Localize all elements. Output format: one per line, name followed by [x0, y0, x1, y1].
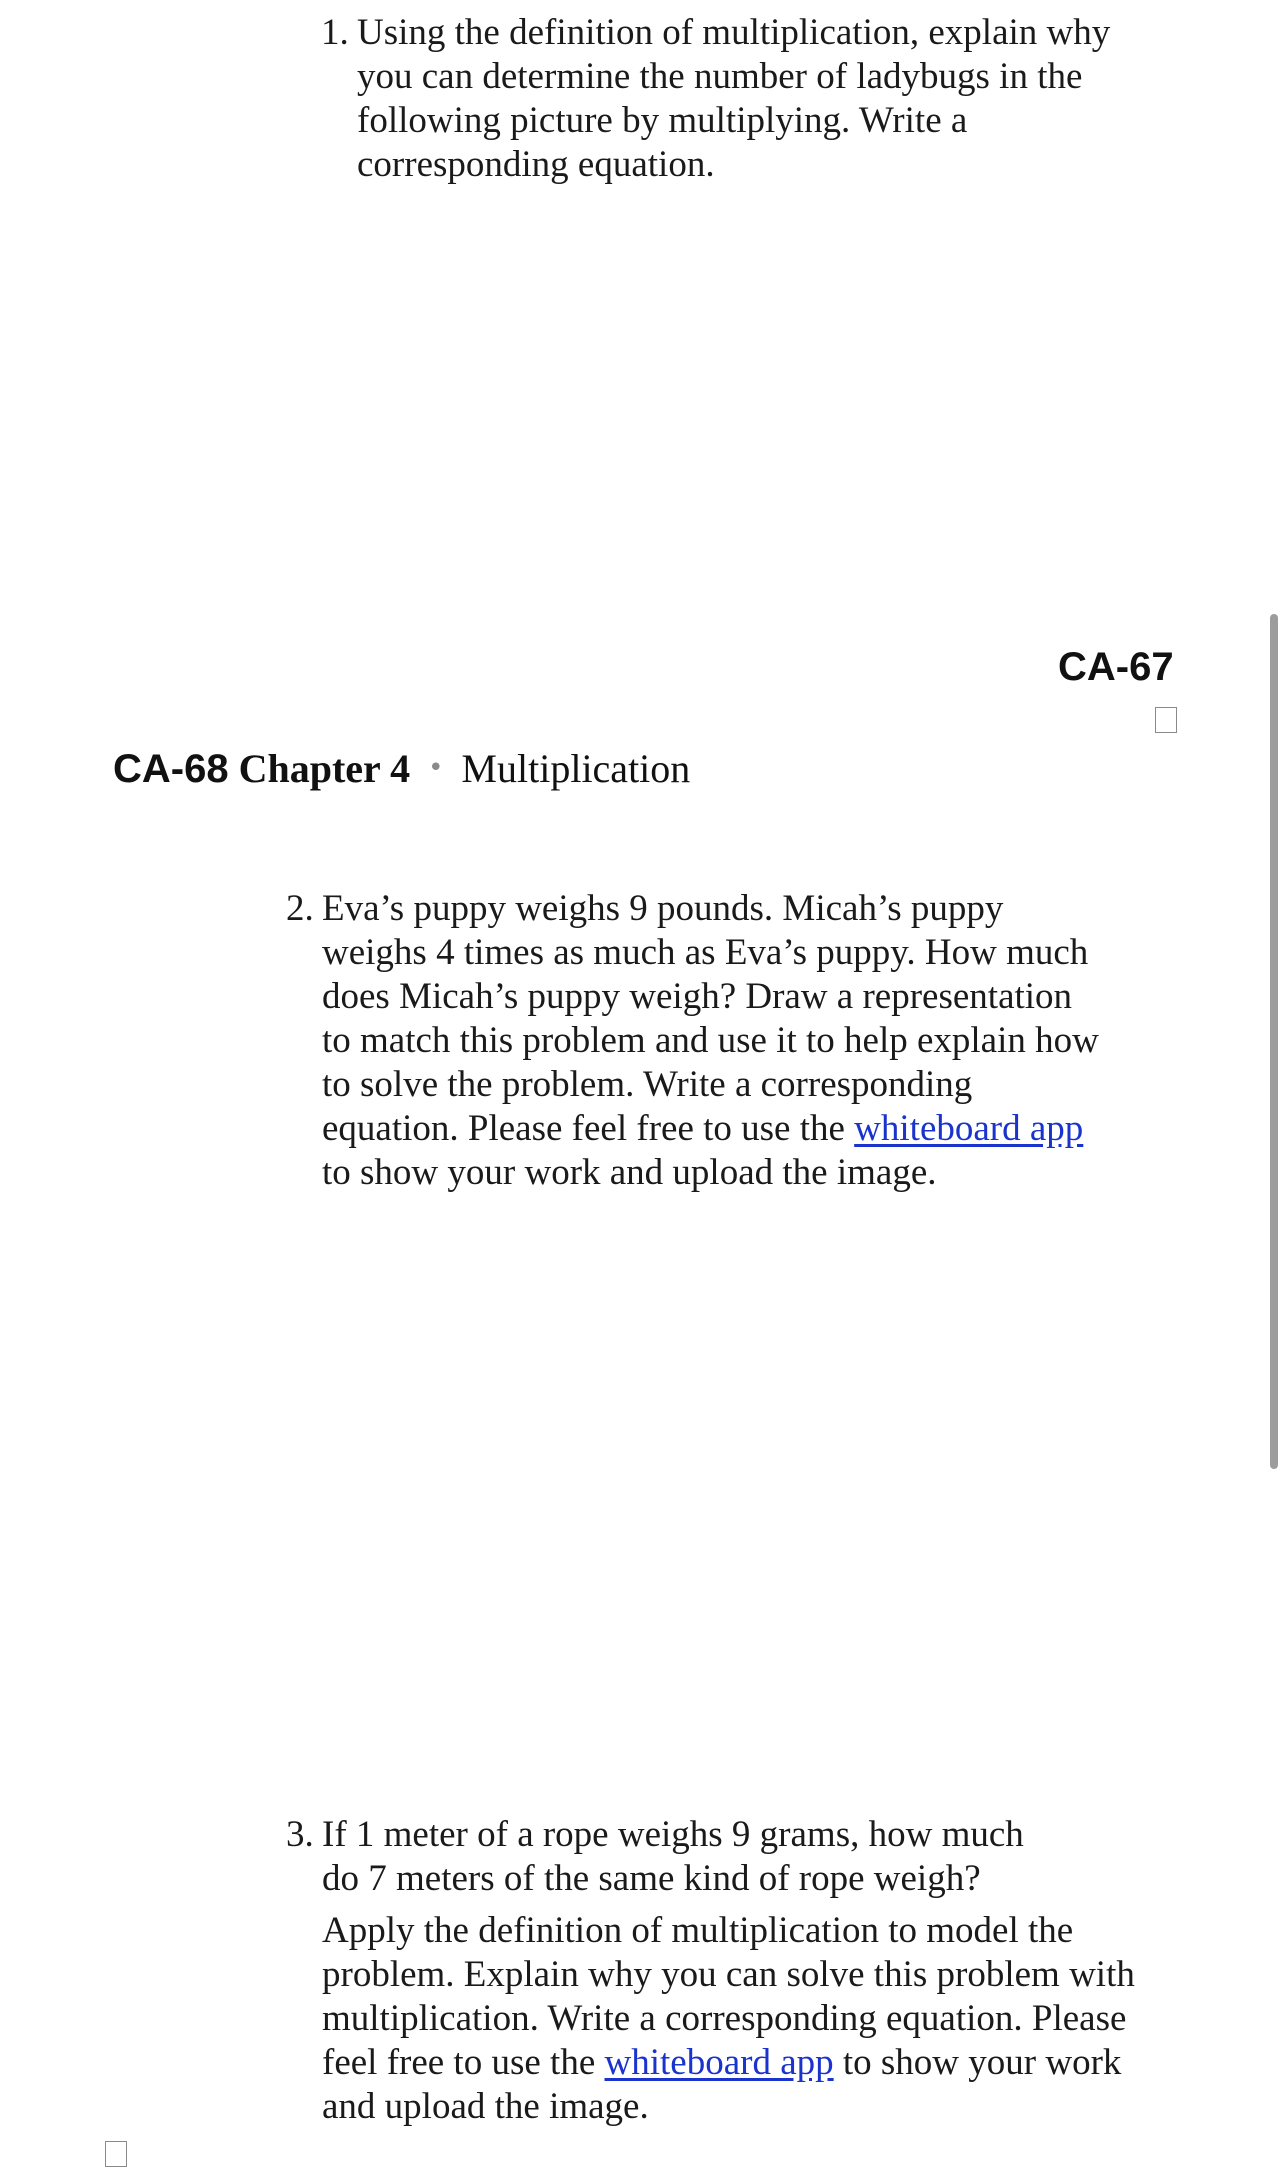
bullet-separator: • [428, 753, 444, 783]
problem-2-line: to solve the problem. Write a corresponding [322, 1064, 973, 1105]
problem-2-line: to show your work and upload the image. [322, 1152, 937, 1193]
problem-1-line: corresponding equation. [357, 144, 715, 185]
problem-3-text: feel free to use the [322, 2042, 605, 2083]
problem-3-line: If 1 meter of a rope weighs 9 grams, how much [322, 1814, 1024, 1855]
running-head [113, 745, 690, 792]
problem-1-number: 1. [321, 12, 349, 53]
chapter-label: Chapter 4 [238, 746, 411, 791]
chapter-topic: Multiplication [461, 746, 691, 791]
checkbox-placeholder-left[interactable] [105, 2141, 127, 2167]
paragraph-gap [322, 1901, 1135, 1909]
problem-3-number: 3. [286, 1814, 314, 1855]
problem-1-line: following picture by multiplying. Write a [357, 100, 968, 141]
problem-2-line: weighs 4 times as much as Eva’s puppy. How much [322, 932, 1089, 973]
problem-2-line: does Micah’s puppy weigh? Draw a representation [322, 976, 1073, 1017]
scrollbar-thumb[interactable] [1270, 614, 1278, 1469]
page-code: CA-68 [113, 747, 229, 791]
problem-2-number: 2. [286, 888, 314, 929]
whiteboard-app-link[interactable]: whiteboard app [854, 1108, 1084, 1149]
problem-3 [286, 1813, 1135, 2129]
problem-2-line: Eva’s puppy weighs 9 pounds. Micah’s puppy [322, 888, 1004, 929]
problem-2-line: to match this problem and use it to help explain how [322, 1020, 1099, 1061]
problem-2-text: equation. Please feel free to use the [322, 1108, 855, 1149]
page-number-right: CA-67 [1058, 645, 1174, 689]
problem-3-line: do 7 meters of the same kind of rope weigh? [322, 1858, 981, 1899]
problem-1 [321, 11, 1111, 187]
problem-3-line [322, 2041, 1135, 2085]
problem-1-line: you can determine the number of ladybugs in the [357, 56, 1083, 97]
checkbox-placeholder-right[interactable] [1155, 707, 1177, 733]
problem-3-line: problem. Explain why you can solve this problem with [322, 1954, 1135, 1995]
whiteboard-app-link[interactable]: whiteboard app [604, 2042, 834, 2083]
problem-1-line: Using the definition of multiplication, explain why [357, 12, 1111, 53]
problem-2-line [322, 1107, 1099, 1151]
problem-3-text: to show your work [833, 2042, 1122, 2083]
problem-3-line: Apply the definition of multiplication to model the [322, 1910, 1074, 1951]
problem-2 [286, 887, 1099, 1195]
problem-3-line: multiplication. Write a corresponding equation. Please [322, 1998, 1127, 2039]
problem-3-line: and upload the image. [322, 2086, 649, 2127]
